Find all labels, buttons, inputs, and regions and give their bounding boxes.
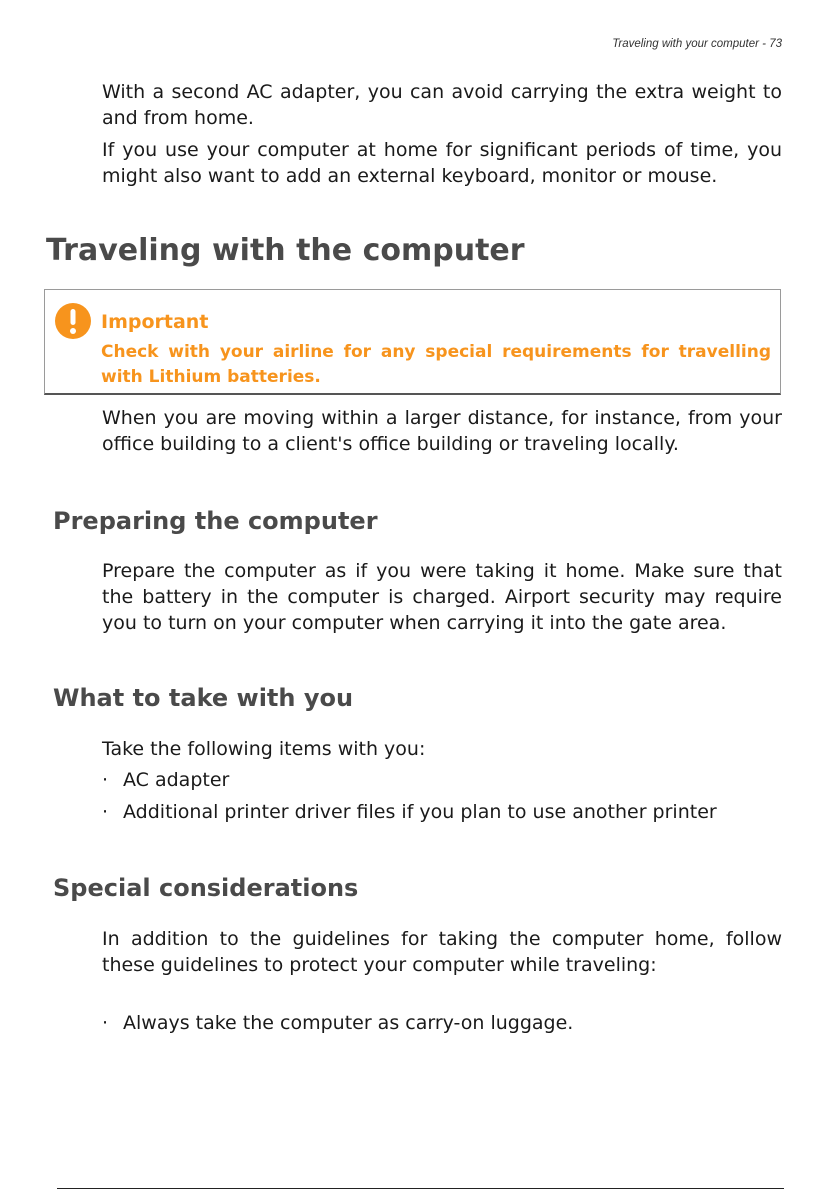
list-item <box>102 799 782 825</box>
important-callout <box>44 289 781 395</box>
preparing-heading: Preparing the computer <box>53 507 378 535</box>
callout-title: Important <box>101 311 209 333</box>
list-item-text: Additional printer driver files if you plan to use another printer <box>123 801 717 823</box>
list-item <box>102 1010 782 1036</box>
list-item-text: Always take the computer as carry-on luggage. <box>123 1012 574 1034</box>
special-heading: Special considerations <box>53 874 359 902</box>
list-item-text: AC adapter <box>123 769 230 791</box>
bullet-icon: · <box>102 801 109 823</box>
preparing-paragraph: Prepare the computer as if you were taking it home. Make sure that the battery in the computer is charged. Airport security may require you to turn on your computer when carrying it into the gate area. <box>102 560 782 634</box>
bullet-icon: · <box>102 769 109 791</box>
section-paragraph: When you are moving within a larger distance, for instance, from your office building to a client's office building or traveling locally. <box>102 407 782 455</box>
special-paragraph: In addition to the guidelines for taking the computer home, follow these guidelines to protect your computer while traveling: <box>102 928 782 976</box>
list-item <box>102 767 782 793</box>
callout-body: Check with your airline for any special requirements for travelling with Lithium batteries. <box>101 342 771 387</box>
section-title: Traveling with the computer <box>46 233 525 268</box>
bullet-icon: · <box>102 1012 109 1034</box>
what-to-take-heading: What to take with you <box>53 684 354 712</box>
what-to-take-intro: Take the following items with you: <box>102 738 426 760</box>
intro-paragraph-1: With a second AC adapter, you can avoid carrying the extra weight to and from home. <box>102 81 782 129</box>
running-header: Traveling with your computer - 73 <box>612 38 782 50</box>
exclamation-icon <box>55 303 91 339</box>
footer-divider <box>57 1188 784 1189</box>
intro-paragraph-2: If you use your computer at home for significant periods of time, you might also want to add an external keyboard, monitor or mouse. <box>102 139 782 187</box>
